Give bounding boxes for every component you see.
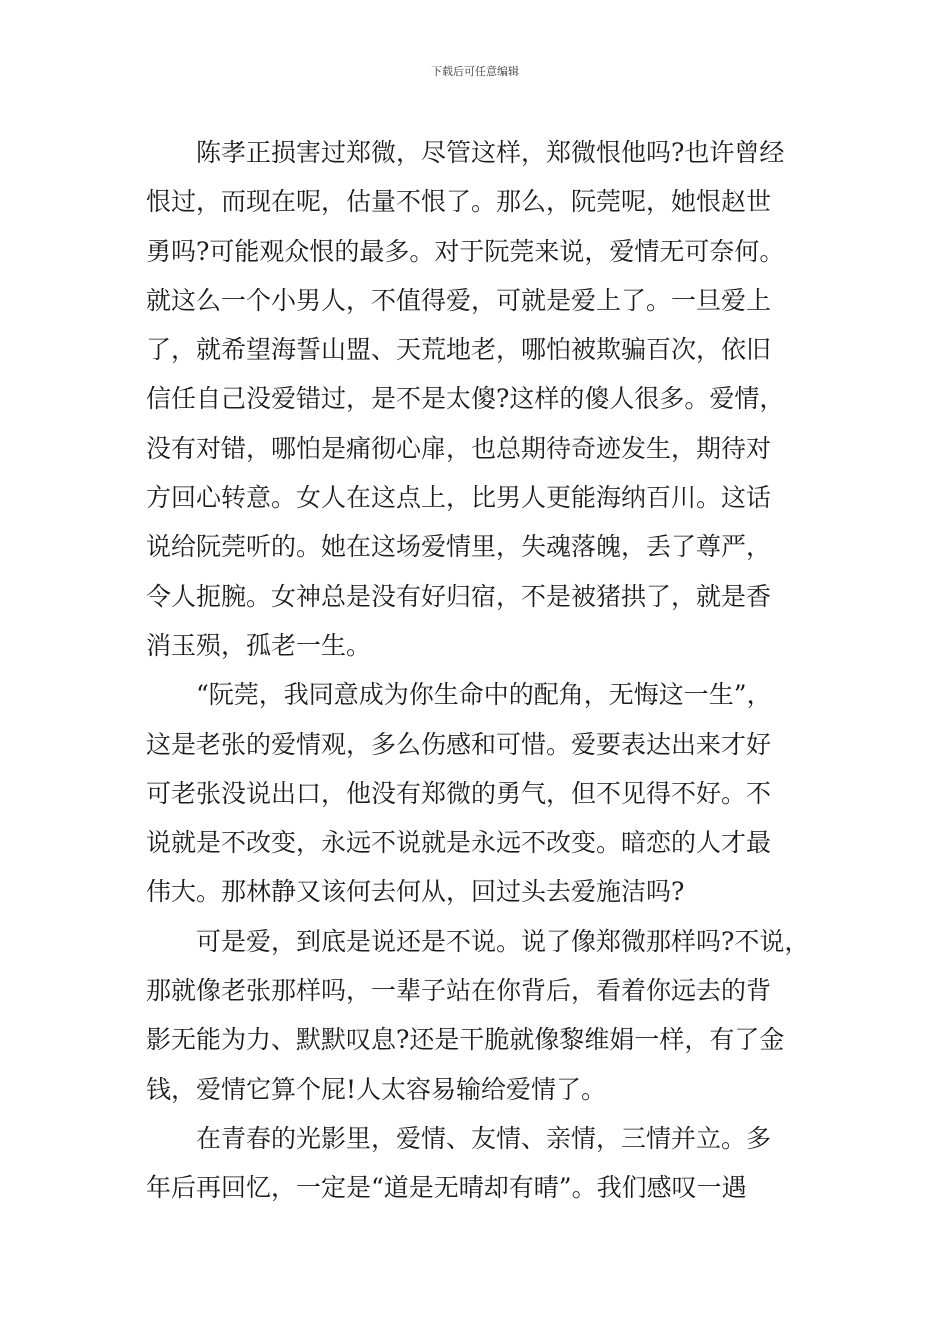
text-line: 年后再回忆，一定是“道是无晴却有晴”。我们感叹一遇: [146, 1173, 747, 1203]
text-line: 消玉殒，孤老一生。: [146, 630, 372, 660]
text-line: 方回心转意。女人在这点上，比男人更能海纳百川。这话: [146, 483, 772, 513]
text-line: 说给阮莞听的。她在这场爱情里，失魂落魄，丢了尊严，: [146, 532, 772, 562]
text-line: 了，就希望海誓山盟、天荒地老，哪怕被欺骗百次，依旧: [146, 335, 772, 365]
text-line: 可老张没说出口，他没有郑微的勇气，但不见得不好。不: [146, 778, 772, 808]
text-line: 就这么一个小男人，不值得爱，可就是爱上了。一旦爱上: [146, 285, 772, 315]
body-text: [146, 128, 818, 1213]
text-line: 在青春的光影里，爱情、友情、亲情，三情并立。多: [196, 1123, 772, 1153]
text-line: 钱，爱情它算个屁!人太容易输给爱情了。: [146, 1074, 607, 1104]
page-header: 下载后可任意编辑: [431, 65, 519, 78]
text-line: 那就像老张那样吗，一辈子站在你背后，看着你远去的背: [146, 976, 772, 1006]
text-line: 令人扼腕。女神总是没有好归宿，不是被猪拱了，就是香: [146, 581, 772, 611]
text-line: 信任自己没爱错过，是不是太傻?这样的傻人很多。爱情，: [146, 384, 785, 414]
text-line: 陈孝正损害过郑微，尽管这样，郑微恨他吗?也许曾经: [196, 138, 785, 167]
text-line: 勇吗?可能观众恨的最多。对于阮莞来说，爱情无可奈何。: [146, 236, 785, 266]
text-line: “阮莞，我同意成为你生命中的配角，无悔这一生”，: [196, 680, 772, 710]
text-line: 这是老张的爱情观，多么伤感和可惜。爱要表达出来才好: [146, 729, 772, 759]
text-line: 伟大。那林静又该何去何从，回过头去爱施洁吗?: [146, 877, 685, 907]
text-line: 可是爱，到底是说还是不说。说了像郑微那样吗?不说，: [196, 926, 810, 956]
text-line: 影无能为力、默默叹息?还是干脆就像黎维娟一样，有了金: [146, 1025, 785, 1055]
text-line: 说就是不改变，永远不说就是永远不改变。暗恋的人才最: [146, 828, 772, 858]
text-line: 没有对错，哪怕是痛彻心扉，也总期待奇迹发生，期待对: [146, 433, 772, 463]
text-line: 恨过，而现在呢，估量不恨了。那么，阮莞呢，她恨赵世: [146, 187, 772, 217]
